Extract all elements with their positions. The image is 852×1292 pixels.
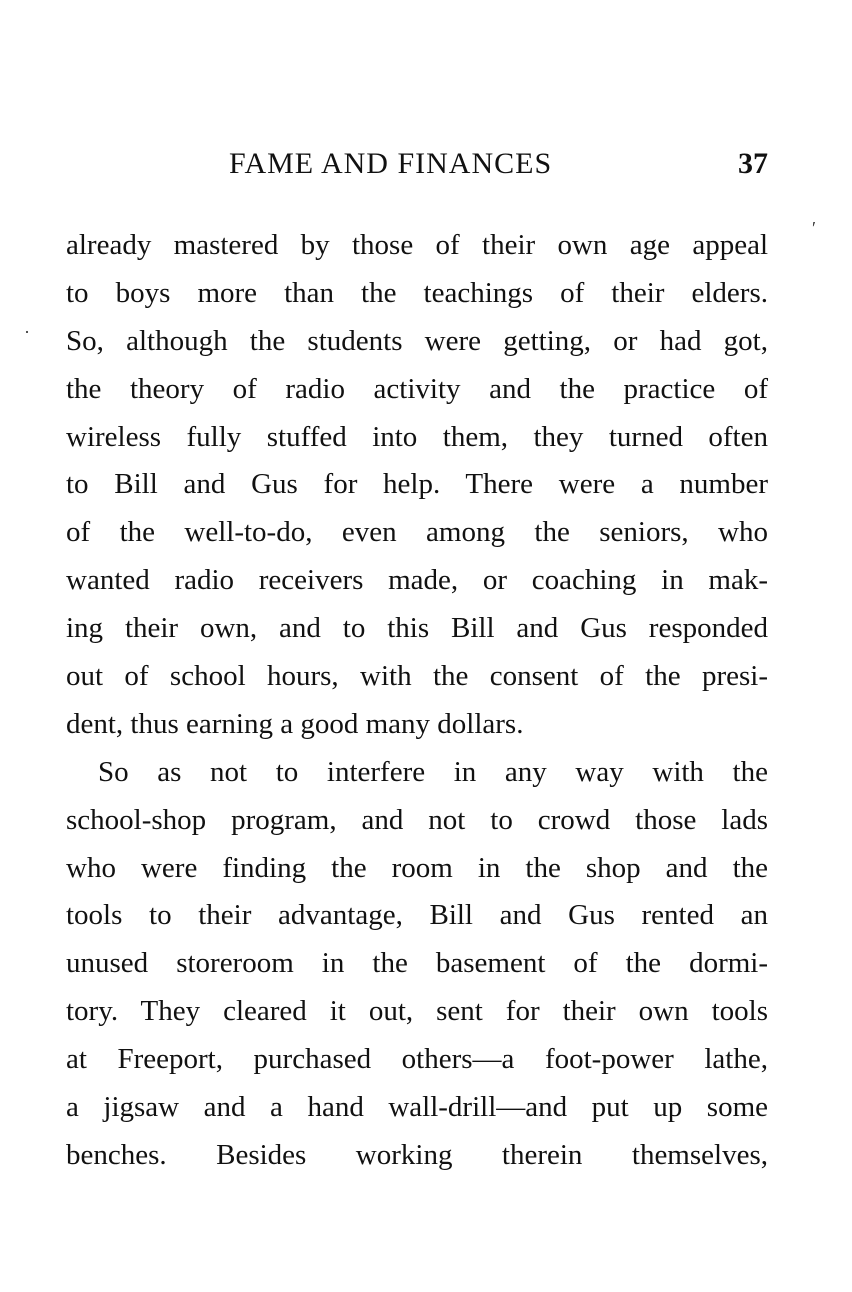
running-head: FAME AND FINANCES [229,147,553,180]
text-line: of the well-to-do, even among the seniors, who [66,516,768,549]
text-line: ing their own, and to this Bill and Gus responded [66,612,768,645]
text-line: out of school hours, with the consent of the presi- [66,660,768,693]
text-line: to boys more than the teachings of their elders. [66,276,768,309]
text-line: So as not to interfere in any way with the [98,755,768,788]
margin-dot-mark: · [24,322,30,342]
text-line: wireless fully stuffed into them, they turned often [66,420,768,453]
text-line: tools to their advantage, Bill and Gus rented an [66,899,768,932]
text-line: to Bill and Gus for help. There were a number [66,468,768,501]
text-line: unused storeroom in the basement of the dormi- [66,947,768,980]
text-line: who were finding the room in the shop and the [66,851,768,884]
body-text [66,222,768,1180]
text-line: tory. They cleared it out, sent for their own tools [66,995,768,1028]
paragraph-1 [66,222,768,749]
text-line: school-shop program, and not to crowd those lads [66,803,768,836]
page-header [66,142,768,186]
margin-tick-mark: ′ [812,218,816,238]
text-line: already mastered by those of their own age appeal [66,229,768,261]
text-line: at Freeport, purchased others—a foot-power lathe, [66,1043,768,1076]
text-line: dent, thus earning a good many dollars. [66,707,524,740]
text-line: benches. Besides working therein themselves, [66,1138,768,1171]
text-line: So, although the students were getting, or had got, [66,324,768,357]
text-line: the theory of radio activity and the practice of [66,372,768,405]
paragraph-2 [66,749,768,1180]
text-line: wanted radio receivers made, or coaching in mak- [66,564,768,597]
text-line: a jigsaw and a hand wall-drill—and put up some [66,1091,768,1124]
page-number: 37 [738,147,768,180]
